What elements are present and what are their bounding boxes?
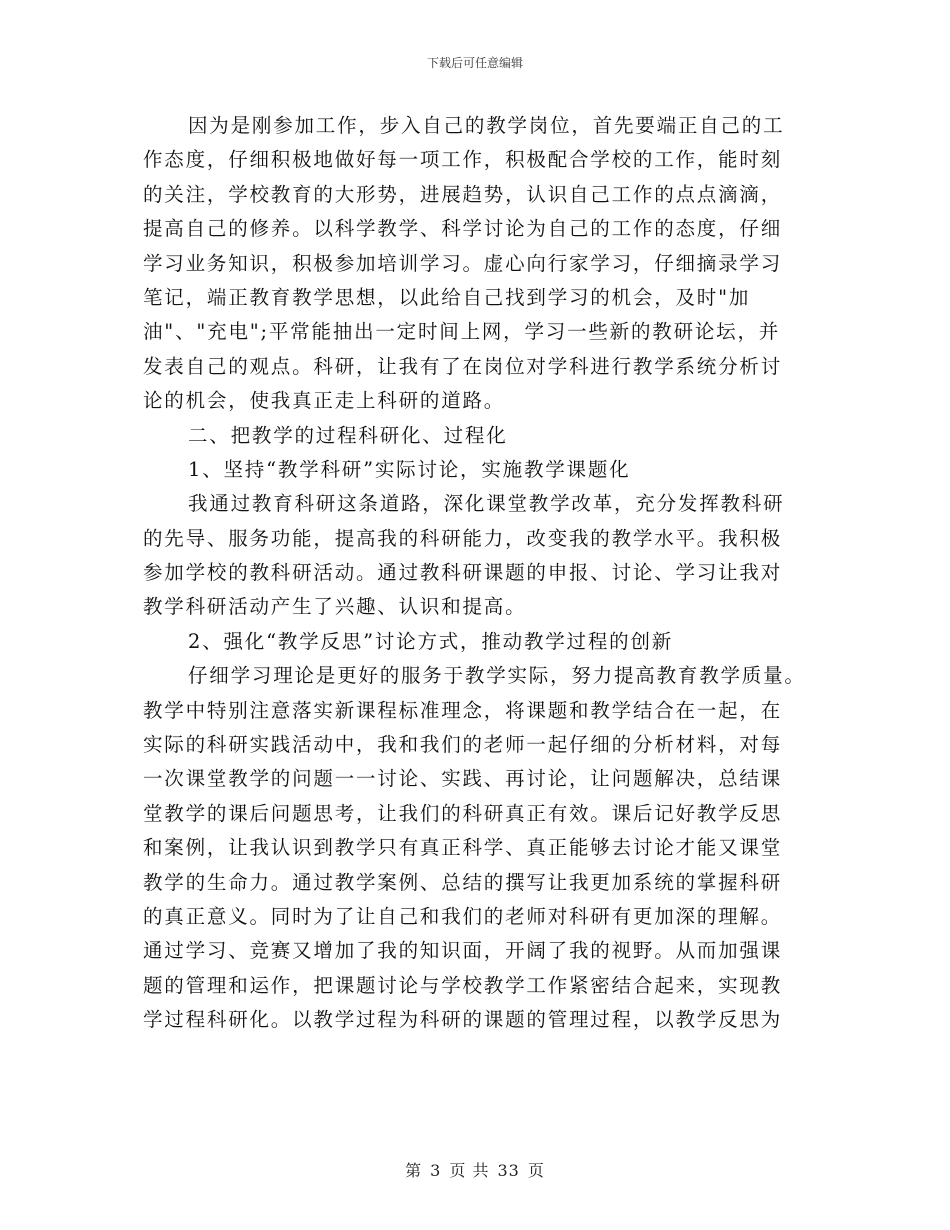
text-line: 2、强化“教学反思”讨论方式，推动教学过程的创新 [188, 629, 674, 653]
footer-total-pages: 33 [497, 1161, 520, 1180]
text-line: 教学的生命力。通过教学案例、总结的撰写让我更加系统的掌握科研 [143, 870, 783, 894]
text-line: 教学科研活动产生了兴趣、认识和提高。 [143, 595, 527, 619]
text-line: 题的管理和运作，把课题讨论与学校教学工作紧密结合起来，实现教 [143, 973, 783, 997]
text-line: 的真正意义。同时为了让自己和我们的老师对科研有更加深的理解。 [143, 904, 783, 928]
text-line: 发表自己的观点。科研，让我有了在岗位对学科进行教学系统分析讨 [143, 354, 783, 378]
text-line: 仔细学习理论是更好的服务于教学实际，努力提高教育教学质量。 [188, 664, 806, 688]
footer-current-page: 3 [430, 1161, 442, 1180]
text-line: 教学中特别注意落实新课程标准理念，将课题和教学结合在一起，在 [143, 698, 783, 722]
text-line: 参加学校的教科研活动。通过教科研课题的申报、讨论、学习让我对 [143, 561, 783, 585]
text-line: 和案例，让我认识到教学只有真正科学、真正能够去讨论才能又课堂 [143, 836, 783, 860]
page-footer [0, 1158, 950, 1181]
text-line: 因为是刚参加工作，步入自己的教学岗位，首先要端正自己的工 [188, 114, 785, 137]
text-line: 1、坚持“教学科研”实际讨论，实施教学课题化 [188, 457, 631, 481]
body-text [143, 109, 808, 1038]
text-line: 的先导、服务功能，提高我的科研能力，改变我的教学水平。我积极 [143, 526, 783, 550]
text-line: 堂教学的课后问题思考，让我们的科研真正有效。课后记好教学反思 [143, 801, 783, 825]
text-line: 提高自己的修养。以科学教学、科学讨论为自己的工作的态度，仔细 [143, 217, 783, 241]
text-line: 的关注，学校教育的大形势，进展趋势，认识自己工作的点点滴滴， [143, 182, 783, 206]
page-header: 下载后可任意编辑 [426, 56, 523, 70]
text-line: 论的机会，使我真正走上科研的道路。 [143, 389, 506, 413]
footer-suffix: 页 [527, 1161, 545, 1180]
text-line: 学习业务知识，积极参加培训学习。虚心向行家学习，仔细摘录学习 [143, 251, 783, 275]
text-line: 油"、"充电";平常能抽出一定时间上网，学习一些新的教研论坛，并 [143, 320, 781, 344]
text-line: 通过学习、竞赛又增加了我的知识面，开阔了我的视野。从而加强课 [143, 939, 783, 963]
text-line: 作态度，仔细积极地做好每一项工作，积极配合学校的工作，能时刻 [143, 148, 783, 172]
text-line: 实际的科研实践活动中，我和我们的老师一起仔细的分析材料，对每 [143, 733, 783, 757]
footer-middle: 页 共 [449, 1161, 490, 1180]
text-line: 笔记，端正教育教学思想，以此给自己找到学习的机会，及时"加 [143, 285, 751, 309]
footer-prefix: 第 [405, 1161, 423, 1180]
text-line: 二、把教学的过程科研化、过程化 [188, 423, 508, 447]
text-line: 我通过教育科研这条道路，深化课堂教学改革，充分发挥教科研 [188, 492, 785, 516]
text-line: 一次课堂教学的问题一一讨论、实践、再讨论，让问题解决，总结课 [143, 767, 783, 791]
text-line: 学过程科研化。以教学过程为科研的课题的管理过程，以教学反思为 [143, 1008, 783, 1032]
